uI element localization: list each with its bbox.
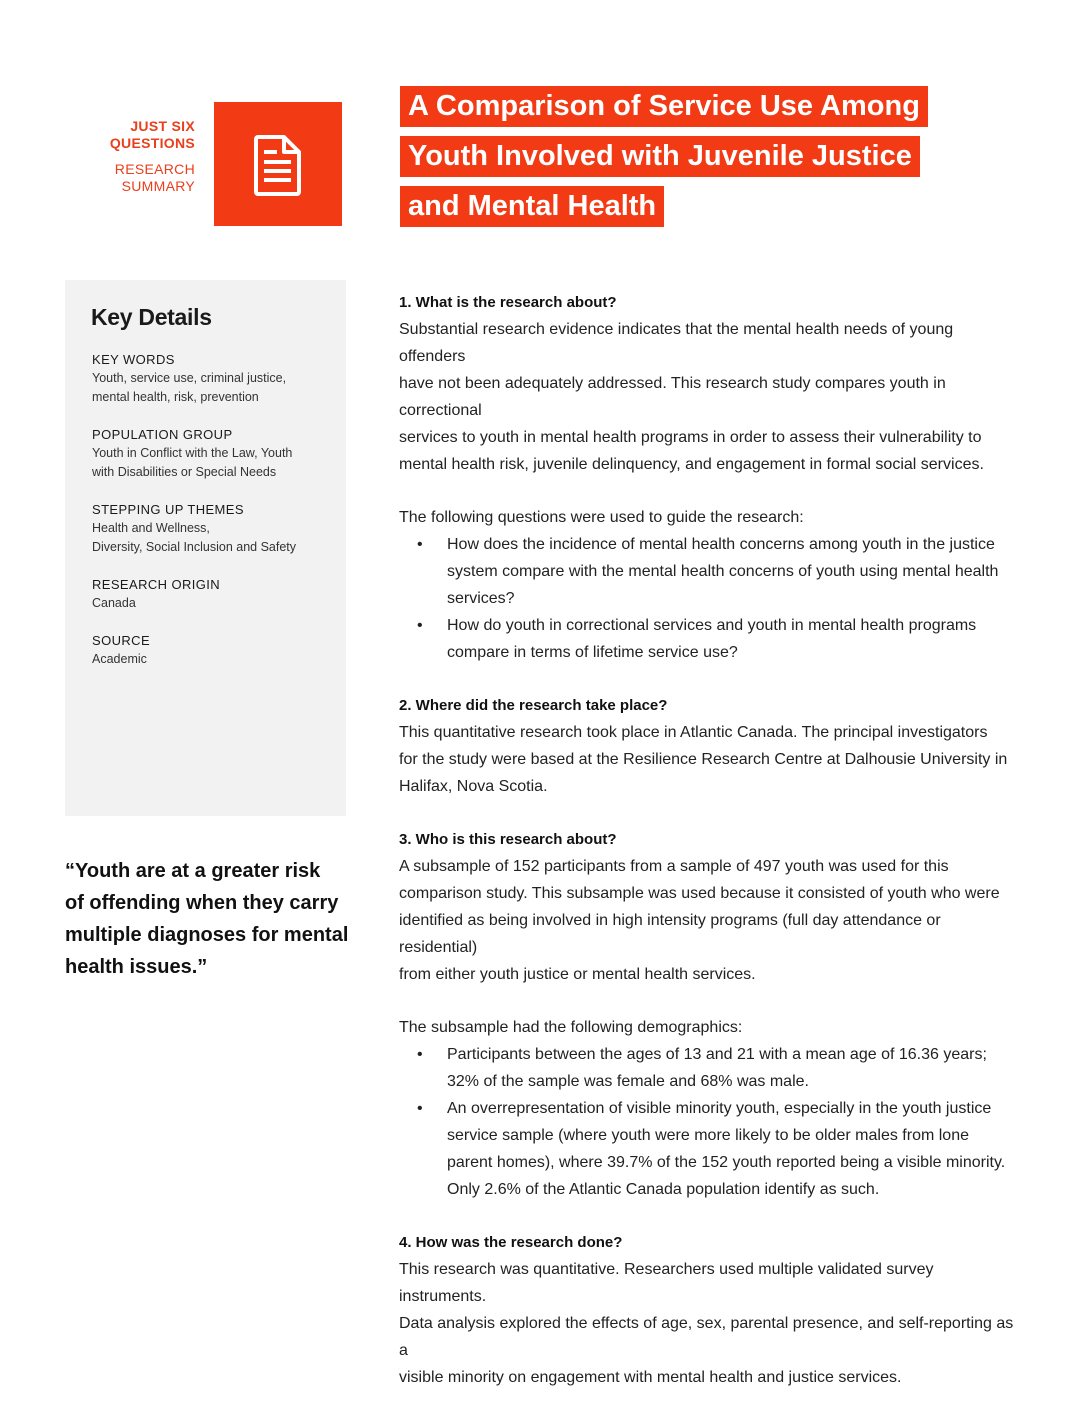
key-detail-value: Canada	[92, 596, 136, 610]
section-heading: 1. What is the research about?	[399, 294, 617, 311]
list-item-line: 32% of the sample was female and 68% was male.	[447, 1073, 809, 1090]
list-item	[399, 1041, 1019, 1095]
list-intro: The following questions were used to guide the research:	[399, 509, 804, 526]
key-detail-value: Youth in Conflict with the Law, Youth	[92, 446, 293, 460]
quote-line: multiple diagnoses for mental	[65, 924, 349, 946]
key-details-heading: Key Details	[91, 304, 212, 330]
key-details-panel	[65, 280, 346, 816]
key-detail-value: with Disabilities or Special Needs	[92, 465, 277, 479]
list-item-line: • How does the incidence of mental health concerns among youth in the justice	[447, 536, 995, 553]
key-detail-section	[92, 631, 332, 669]
paragraph-line: Data analysis explored the effects of age, sex, parental presence, and self-reporting as a	[399, 1315, 1014, 1359]
paragraph-line: Substantial research evidence indicates that the mental health needs of young offenders	[399, 321, 954, 365]
quote-line: health issues.”	[65, 956, 208, 978]
key-detail-label: KEY WORDS	[92, 352, 175, 367]
key-detail-label: POPULATION GROUP	[92, 427, 233, 442]
brand-text	[110, 118, 195, 195]
title-line-1: A Comparison of Service Use Among	[400, 86, 928, 127]
key-detail-section	[92, 350, 332, 407]
demographics-list	[399, 1041, 1019, 1203]
paragraph-line: comparison study. This subsample was used because it consisted of youth who were	[399, 885, 1000, 902]
brand-line-4: SUMMARY	[121, 178, 195, 194]
key-detail-value: Academic	[92, 652, 147, 666]
document-icon	[254, 134, 302, 196]
list-item-line: services?	[447, 590, 515, 607]
list-item-line: • Participants between the ages of 13 and 21 with a mean age of 16.36 years;	[447, 1046, 987, 1063]
section-heading: 3. Who is this research about?	[399, 831, 617, 848]
key-detail-section	[92, 425, 332, 482]
paragraph-line: identified as being involved in high intensity programs (full day attendance or residential)	[399, 912, 941, 956]
list-item	[399, 531, 1019, 612]
paragraph-line: A subsample of 152 participants from a sample of 497 youth was used for this	[399, 858, 949, 875]
paragraph-line: for the study were based at the Resilience Research Centre at Dalhousie University in	[399, 751, 1008, 768]
quote-line: “Youth are at a greater risk	[65, 860, 321, 882]
list-item-line: parent homes), where 39.7% of the 152 youth reported being a visible minority.	[447, 1154, 1006, 1171]
list-item-line: compare in terms of lifetime service use?	[447, 644, 738, 661]
paragraph-line: have not been adequately addressed. This research study compares youth in correctional	[399, 375, 946, 419]
question-list	[399, 531, 1019, 666]
list-item-line: service sample (where youth were more likely to be older males from lone	[447, 1127, 969, 1144]
key-detail-section	[92, 575, 332, 613]
list-item	[399, 612, 1019, 666]
key-detail-value: Health and Wellness,	[92, 521, 210, 535]
key-detail-value: Diversity, Social Inclusion and Safety	[92, 540, 297, 554]
key-detail-label: RESEARCH ORIGIN	[92, 577, 221, 592]
title-line-2: Youth Involved with Juvenile Justice	[400, 136, 920, 177]
key-detail-value: mental health, risk, prevention	[92, 390, 259, 404]
list-item-line: • How do youth in correctional services and youth in mental health programs	[447, 617, 977, 634]
brand-line-1: JUST SIX	[130, 118, 195, 134]
paragraph-line: visible minority on engagement with mental health and justice services.	[399, 1369, 902, 1386]
paragraph-line: Halifax, Nova Scotia.	[399, 778, 548, 795]
list-item-line: • An overrepresentation of visible minority youth, especially in the youth justice	[447, 1100, 992, 1117]
title-line-3: and Mental Health	[400, 186, 664, 227]
section-heading: 2. Where did the research take place?	[399, 697, 668, 714]
list-item	[399, 1095, 1019, 1203]
paragraph-line: This quantitative research took place in Atlantic Canada. The principal investigators	[399, 724, 988, 741]
quote-line: of offending when they carry	[65, 892, 339, 914]
main-content	[399, 289, 1019, 1391]
key-detail-label: SOURCE	[92, 633, 151, 648]
paragraph-line: This research was quantitative. Researchers used multiple validated survey instruments.	[399, 1261, 934, 1305]
list-intro: The subsample had the following demographics:	[399, 1019, 743, 1036]
brand-line-2: QUESTIONS	[109, 135, 195, 151]
paragraph-line: from either youth justice or mental health services.	[399, 966, 756, 983]
logo	[214, 102, 342, 226]
brand-line-3: RESEARCH	[114, 161, 195, 177]
page-title	[400, 86, 928, 236]
paragraph-line: mental health risk, juvenile delinquency, and engagement in formal social services.	[399, 456, 984, 473]
list-item-line: system compare with the mental health concerns of youth using mental health	[447, 563, 999, 580]
key-detail-value: Youth, service use, criminal justice,	[92, 371, 287, 385]
paragraph-line: services to youth in mental health programs in order to assess their vulnerability to	[399, 429, 982, 446]
key-detail-label: STEPPING UP THEMES	[92, 502, 244, 517]
list-item-line: Only 2.6% of the Atlantic Canada population identify as such.	[447, 1181, 880, 1198]
pull-quote	[65, 855, 355, 983]
section-heading: 4. How was the research done?	[399, 1234, 623, 1251]
key-detail-section	[92, 500, 332, 557]
